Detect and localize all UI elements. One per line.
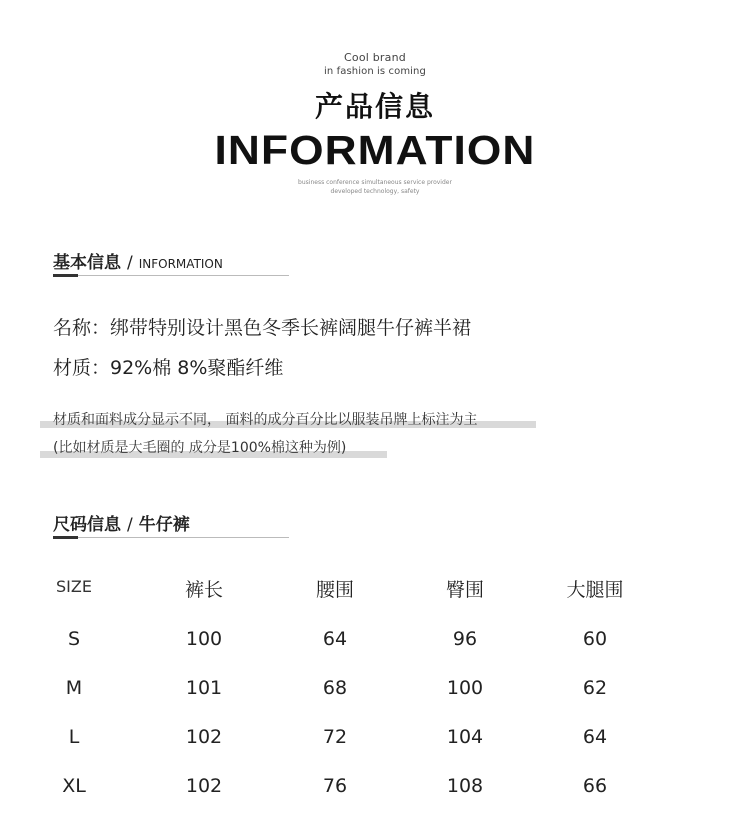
table-cell-size: L — [68, 726, 80, 748]
subtitle-line-2: developed technology, safety — [330, 188, 420, 195]
table-cell-size: XL — [62, 775, 86, 797]
table-cell-length: 102 — [185, 726, 223, 748]
size-info-heading-sub: 牛仔裤 — [138, 515, 190, 535]
table-header-waist: 腰围 — [315, 579, 354, 601]
table-cell-waist: 72 — [322, 726, 348, 748]
table-header-length: 裤长 — [184, 579, 223, 601]
material-note-2: (比如材质是大毛圈的 成分是100%棉这种为例) — [53, 440, 347, 456]
table-cell-thigh: 62 — [582, 677, 608, 699]
table-header-thigh: 大腿围 — [566, 579, 624, 601]
table-cell-hip: 108 — [446, 775, 484, 797]
table-cell-length: 101 — [185, 677, 223, 699]
basic-info-heading-en: INFORMATION — [138, 257, 223, 271]
table-cell-hip: 96 — [452, 628, 478, 650]
subtitle-line-1: business conference simultaneous service provider — [298, 179, 452, 186]
table-cell-waist: 76 — [322, 775, 348, 797]
product-name: 名称：绑带特别设计黑色冬季长裤阔腿牛仔裤半裙 — [53, 317, 472, 339]
table-cell-waist: 64 — [322, 628, 348, 650]
basic-info-heading-cn: 基本信息 — [53, 253, 121, 273]
page-title-cn: 产品信息 — [314, 90, 435, 123]
heading-separator: / — [127, 515, 133, 535]
table-cell-hip: 100 — [446, 677, 484, 699]
table-cell-thigh: 66 — [582, 775, 608, 797]
table-cell-size: S — [67, 628, 81, 650]
table-cell-thigh: 60 — [582, 628, 608, 650]
table-cell-hip: 104 — [446, 726, 484, 748]
size-info-heading-cn: 尺码信息 — [53, 515, 121, 535]
table-cell-length: 102 — [185, 775, 223, 797]
page-title-en: INFORMATION — [214, 127, 536, 173]
material-note-1: 材质和面料成分显示不同， 面料的成分百分比以服装吊牌上标注为主 — [53, 412, 478, 428]
table-cell-size: M — [65, 677, 83, 699]
table-header-size: SIZE — [56, 577, 92, 596]
tagline-brand: Cool brand — [344, 51, 406, 64]
product-material: 材质：92%棉 8%聚酯纤维 — [53, 357, 284, 379]
table-header-hip: 臀围 — [445, 579, 484, 601]
table-cell-waist: 68 — [322, 677, 348, 699]
tagline-fashion: in fashion is coming — [324, 66, 426, 77]
table-cell-thigh: 64 — [582, 726, 608, 748]
heading-separator: / — [127, 253, 133, 273]
table-cell-length: 100 — [185, 628, 223, 650]
